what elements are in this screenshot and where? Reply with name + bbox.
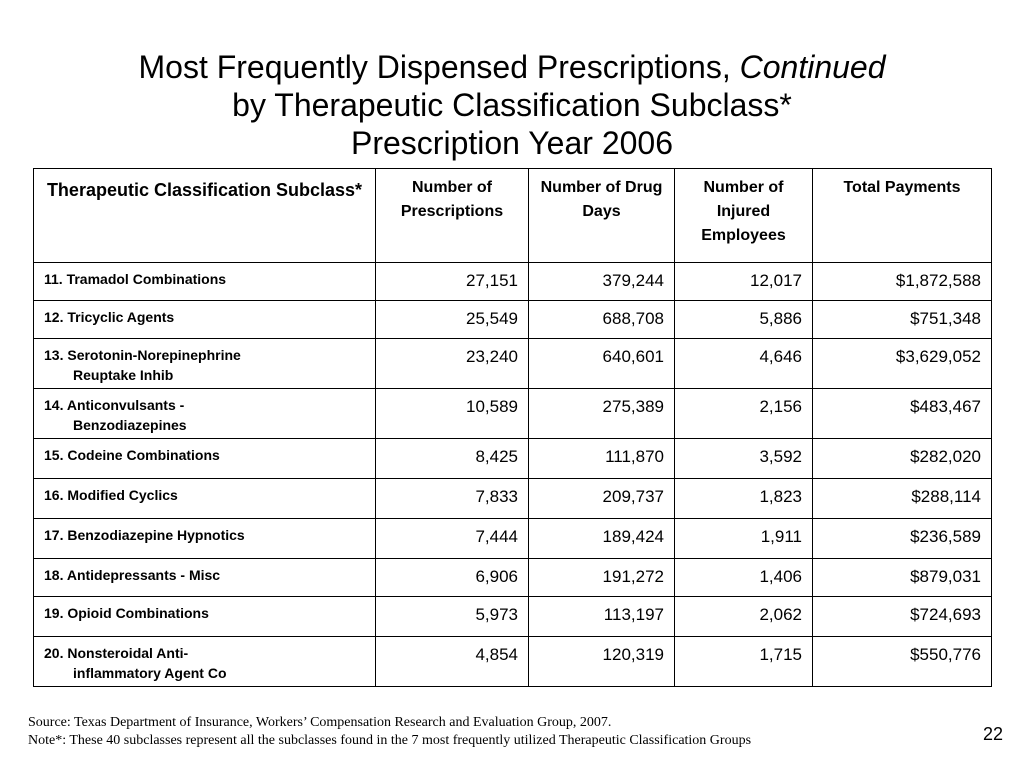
payments-cell: $3,629,052 [813, 339, 992, 389]
subclass-cell [34, 439, 376, 479]
drug-days-cell: 189,424 [529, 519, 675, 559]
drug-days-cell: 120,319 [529, 637, 675, 687]
subclass-cell [34, 479, 376, 519]
table-body [34, 263, 992, 687]
employees-cell: 3,592 [675, 439, 813, 479]
table-row [34, 519, 992, 559]
subclass-name: 17. Benzodiazepine Hypnotics [44, 527, 245, 543]
subclass-name: 15. Codeine Combinations [44, 447, 220, 463]
drug-days-cell: 111,870 [529, 439, 675, 479]
table-row [34, 479, 992, 519]
payments-cell: $483,467 [813, 389, 992, 439]
table-row [34, 559, 992, 597]
payments-cell: $751,348 [813, 301, 992, 339]
payments-cell: $1,872,588 [813, 263, 992, 301]
header-drug-days: Number of Drug Days [529, 169, 675, 263]
payments-cell: $724,693 [813, 597, 992, 637]
employees-cell: 2,062 [675, 597, 813, 637]
title-line-2: by Therapeutic Classification Subclass* [232, 87, 792, 123]
slide-title [0, 48, 1024, 162]
employees-cell: 5,886 [675, 301, 813, 339]
subclass-cell [34, 389, 376, 439]
table-row [34, 301, 992, 339]
prescriptions-cell: 10,589 [376, 389, 529, 439]
subclass-name: 19. Opioid Combinations [44, 605, 209, 621]
drug-days-cell: 191,272 [529, 559, 675, 597]
subclass-cell [34, 597, 376, 637]
prescriptions-table [33, 168, 992, 687]
employees-cell: 12,017 [675, 263, 813, 301]
drug-days-cell: 688,708 [529, 301, 675, 339]
title-line-1-text: Most Frequently Dispensed Prescriptions, [138, 49, 731, 85]
prescriptions-cell: 7,444 [376, 519, 529, 559]
payments-cell: $550,776 [813, 637, 992, 687]
prescriptions-cell: 25,549 [376, 301, 529, 339]
drug-days-cell: 209,737 [529, 479, 675, 519]
source-note: Source: Texas Department of Insurance, Workers’ Compensation Research and Evaluation Group, 2007. [28, 715, 612, 730]
subclass-note: Note*: These 40 subclasses represent all the subclasses found in the 7 most frequently utilized Therapeutic Classification Groups [28, 733, 752, 748]
prescriptions-cell: 6,906 [376, 559, 529, 597]
drug-days-cell: 113,197 [529, 597, 675, 637]
prescriptions-cell: 4,854 [376, 637, 529, 687]
subclass-name: 16. Modified Cyclics [44, 487, 178, 503]
subclass-cell [34, 263, 376, 301]
page-number: 22 [982, 724, 1003, 744]
subclass-name: 18. Antidepressants - Misc [44, 567, 221, 583]
payments-cell: $282,020 [813, 439, 992, 479]
prescriptions-cell: 5,973 [376, 597, 529, 637]
subclass-name: 20. Nonsteroidal Anti- [44, 645, 189, 661]
employees-cell: 1,406 [675, 559, 813, 597]
subclass-cell [34, 339, 376, 389]
employees-cell: 1,911 [675, 519, 813, 559]
table-row [34, 597, 992, 637]
employees-cell: 4,646 [675, 339, 813, 389]
subclass-name: 13. Serotonin-Norepinephrine [44, 347, 241, 363]
payments-cell: $236,589 [813, 519, 992, 559]
drug-days-cell: 640,601 [529, 339, 675, 389]
title-line-1 [0, 48, 1024, 86]
subclass-name: 12. Tricyclic Agents [44, 309, 175, 325]
prescriptions-cell: 7,833 [376, 479, 529, 519]
table-row [34, 637, 992, 687]
employees-cell: 1,715 [675, 637, 813, 687]
employees-cell: 1,823 [675, 479, 813, 519]
employees-cell: 2,156 [675, 389, 813, 439]
title-continued: Continued [739, 49, 886, 85]
header-payments: Total Payments [813, 169, 992, 263]
payments-cell: $288,114 [813, 479, 992, 519]
table-row [34, 389, 992, 439]
prescriptions-cell: 27,151 [376, 263, 529, 301]
payments-cell: $879,031 [813, 559, 992, 597]
prescriptions-cell: 8,425 [376, 439, 529, 479]
title-line-3: Prescription Year 2006 [351, 125, 673, 161]
table-row [34, 439, 992, 479]
header-subclass: Therapeutic Classification Subclass* [34, 169, 376, 263]
subclass-cell [34, 519, 376, 559]
table-row [34, 339, 992, 389]
drug-days-cell: 275,389 [529, 389, 675, 439]
header-employees: Number of Injured Employees [675, 169, 813, 263]
subclass-cell [34, 301, 376, 339]
subclass-name-continued: Reuptake Inhib [73, 367, 174, 383]
footnotes [28, 714, 751, 750]
drug-days-cell: 379,244 [529, 263, 675, 301]
header-prescriptions: Number of Prescriptions [376, 169, 529, 263]
subclass-cell [34, 559, 376, 597]
subclass-name-continued: inflammatory Agent Co [73, 665, 227, 681]
subclass-cell [34, 637, 376, 687]
subclass-name-continued: Benzodiazepines [73, 417, 187, 433]
table-header-row [34, 169, 992, 263]
subclass-name: 14. Anticonvulsants - [44, 397, 185, 413]
subclass-name: 11. Tramadol Combinations [44, 271, 227, 287]
prescriptions-cell: 23,240 [376, 339, 529, 389]
table-row [34, 263, 992, 301]
